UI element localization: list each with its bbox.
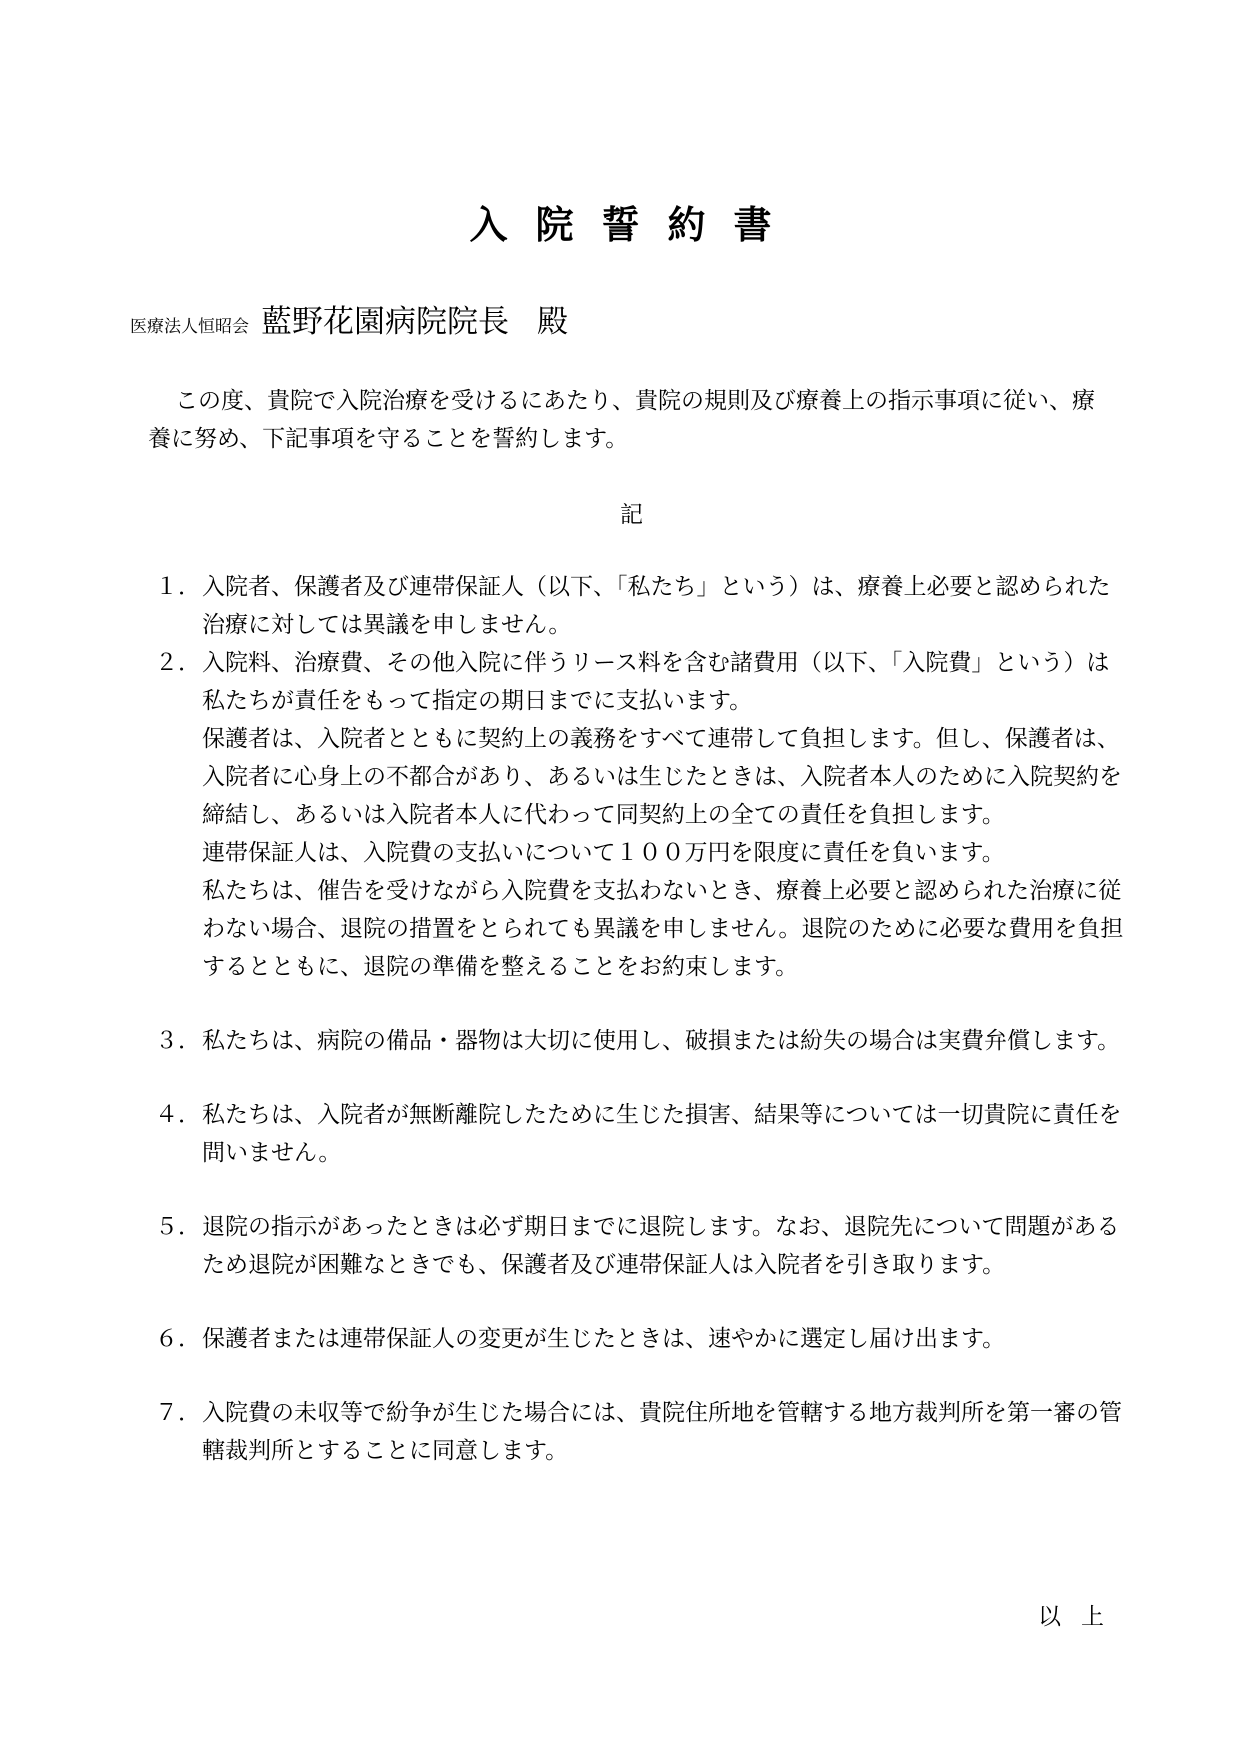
item-number: １． bbox=[155, 574, 201, 600]
item-text: 私たちは、催告を受けながら入院費を支払わないとき、療養上必要と認められた治療に従わない場合、退院の措置をとられても異議を申しません。退院のために必要な費用を負担するとともに、退院の準備を整えることをお約束します。 bbox=[202, 878, 1124, 980]
item-text: 入院料、治療費、その他入院に伴うリース料を含む諸費用（以下、「入院費」という）は私たちが責任をもって指定の期日までに支払います。 bbox=[202, 650, 1110, 714]
list-item-7 bbox=[155, 1394, 1130, 1470]
closing-mark: 以上 bbox=[1038, 1604, 1124, 1630]
item-text: 入院費の未収等で紛争が生じた場合には、貴院住所地を管轄する地方裁判所を第一審の管轄裁判所とすることに同意します。 bbox=[202, 1400, 1122, 1464]
ki-heading: 記 bbox=[620, 502, 643, 528]
item-number: ４． bbox=[155, 1102, 201, 1128]
list-item-4 bbox=[155, 1096, 1130, 1172]
document-title: 入院誓約書 bbox=[469, 203, 800, 247]
addressee-honorific: 殿 bbox=[537, 304, 568, 340]
item-text: 保護者は、入院者とともに契約上の義務をすべて連帯して負担します。但し、保護者は、入院者に心身上の不都合があり、あるいは生じたときは、入院者本人のために入院契約を締結し、あるいは入院者本人に代わって同契約上の全ての責任を負担します。 bbox=[202, 726, 1122, 828]
list-item-1 bbox=[155, 568, 1130, 644]
list-item-6 bbox=[155, 1320, 1130, 1358]
list-item-3 bbox=[155, 1022, 1130, 1060]
item-text: 保護者または連帯保証人の変更が生じたときは、速やかに選定し届け出ます。 bbox=[202, 1326, 1006, 1352]
item-number: ６． bbox=[155, 1326, 201, 1352]
item-number: ５． bbox=[155, 1214, 201, 1240]
intro-paragraph: この度、貴院で入院治療を受けるにあたり、貴院の規則及び療養上の指示事項に従い、療養に努め、下記事項を守ることを誓約します。 bbox=[148, 388, 1095, 452]
addressee-organization: 医療法人恒昭会 bbox=[130, 317, 249, 337]
item-text: 入院者、保護者及び連帯保証人（以下、「私たち」という）は、療養上必要と認められた治療に対しては異議を申しません。 bbox=[202, 574, 1111, 638]
list-item-5 bbox=[155, 1208, 1130, 1284]
addressee bbox=[130, 300, 568, 349]
item-list bbox=[155, 568, 1130, 1470]
item-text: 私たちは、病院の備品・器物は大切に使用し、破損または紛失の場合は実費弁償します。 bbox=[202, 1028, 1121, 1054]
list-item-2 bbox=[155, 644, 1130, 986]
addressee-name: 藍野花園病院院長 bbox=[261, 304, 509, 340]
item-text: 私たちは、入院者が無断離院したために生じた損害、結果等については一切貴院に責任を問いません。 bbox=[202, 1102, 1122, 1166]
item-text: 退院の指示があったときは必ず期日までに退院します。なお、退院先について問題があるため退院が困難なときでも、保護者及び連帯保証人は入院者を引き取ります。 bbox=[202, 1214, 1120, 1278]
item-text: 連帯保証人は、入院費の支払いについて１００万円を限度に責任を負います。 bbox=[202, 840, 1005, 866]
item-number: ３． bbox=[155, 1028, 201, 1054]
item-number: ７． bbox=[155, 1400, 201, 1426]
item-number: ２． bbox=[155, 650, 201, 676]
